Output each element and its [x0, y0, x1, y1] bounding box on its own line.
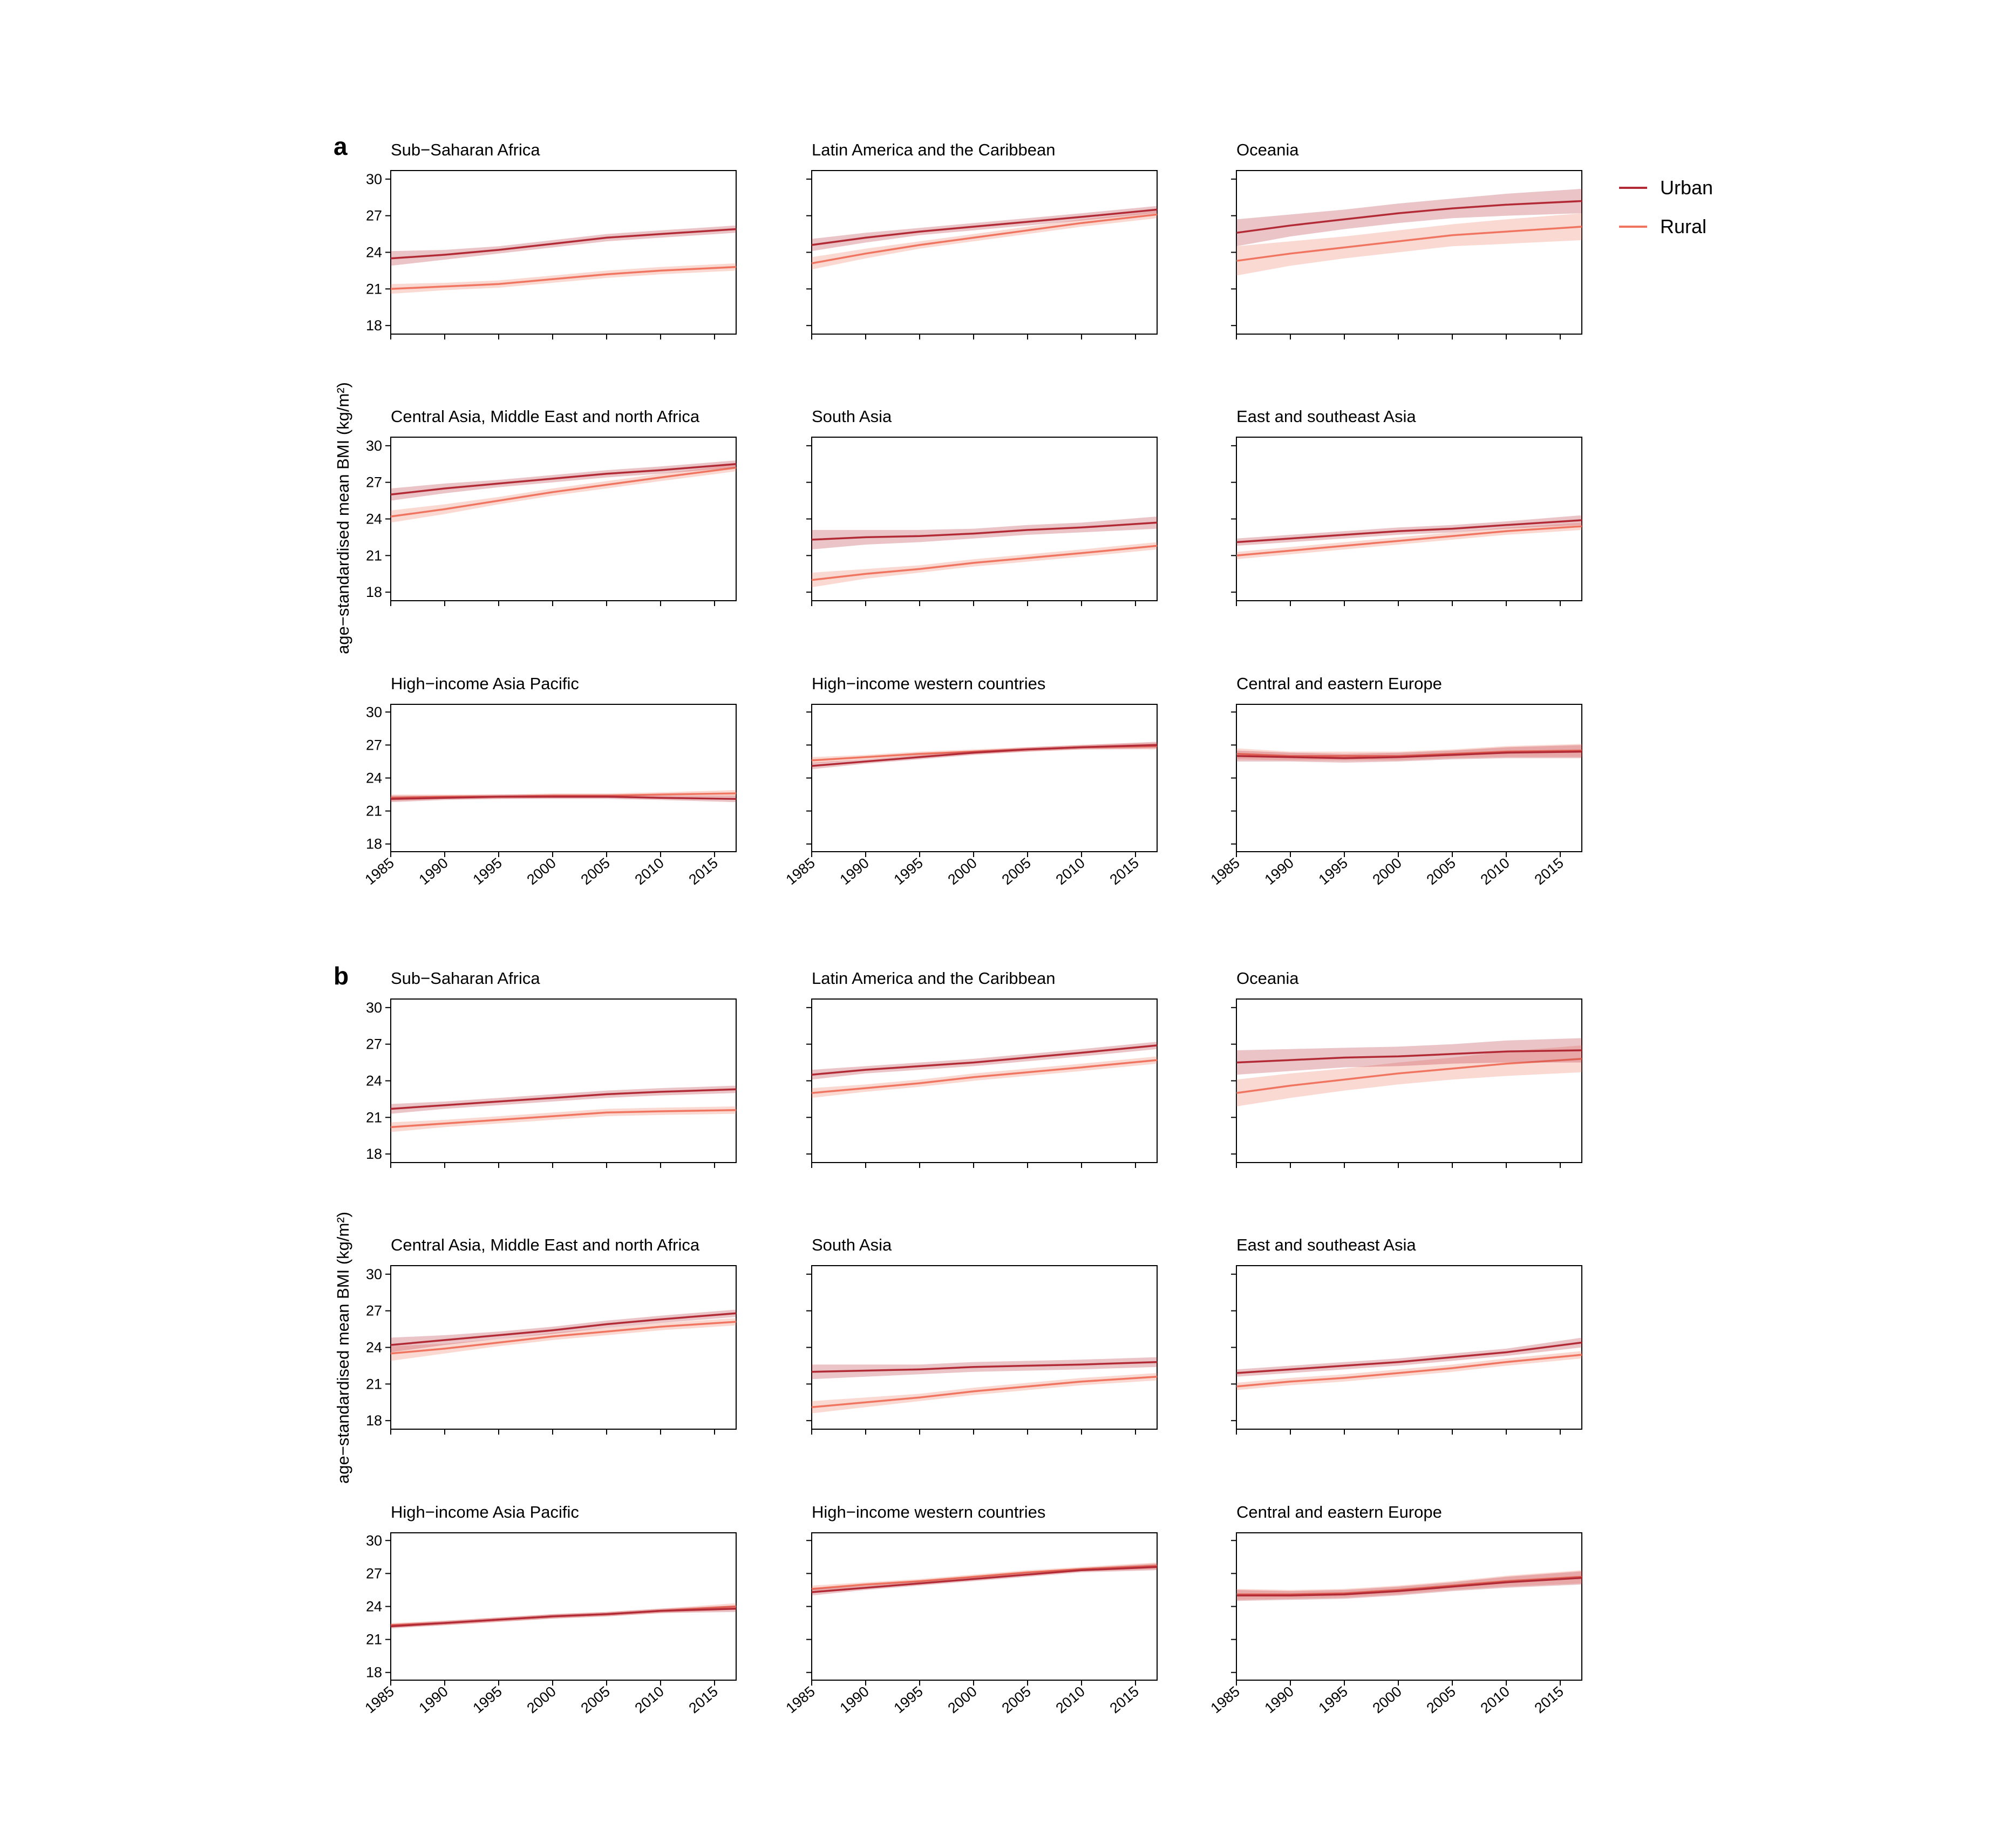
- x-tick-label: 2010: [631, 854, 667, 888]
- x-tick-label: 1995: [890, 1683, 926, 1717]
- x-tick-label: 2000: [1369, 854, 1405, 888]
- panel-title: High−income western countries: [812, 1503, 1046, 1521]
- x-tick-label: 1985: [783, 1683, 818, 1717]
- y-tick-label: 18: [365, 584, 382, 601]
- x-tick-label: 2010: [1477, 1683, 1513, 1717]
- plot-frame: [391, 704, 736, 852]
- y-tick-label: 30: [365, 171, 382, 187]
- x-tick-label: 1995: [1315, 854, 1351, 888]
- panel-title: East and southeast Asia: [1236, 1235, 1416, 1254]
- figure-b: [334, 962, 1582, 1716]
- y-tick-label: 27: [365, 1036, 382, 1052]
- x-tick-label: 2015: [1531, 854, 1567, 888]
- panel-title: Central Asia, Middle East and north Africa: [391, 407, 700, 426]
- panel-title: Sub−Saharan Africa: [391, 969, 540, 988]
- y-tick-label: 27: [365, 1565, 382, 1582]
- band-rural: [812, 1373, 1157, 1414]
- y-tick-label: 24: [365, 1072, 382, 1089]
- panel-letter-b: b: [334, 962, 349, 990]
- x-tick-label: 1990: [837, 1683, 872, 1717]
- y-tick-label: 30: [365, 437, 382, 454]
- legend-urban-label: Urban: [1660, 176, 1714, 199]
- x-tick-label: 2010: [1477, 854, 1513, 888]
- x-tick-label: 1990: [1261, 854, 1297, 888]
- series-line-urban: [391, 1313, 736, 1345]
- panel-title: East and southeast Asia: [1236, 407, 1416, 426]
- panel-title: Central and eastern Europe: [1236, 674, 1442, 693]
- x-tick-label: 2000: [523, 854, 559, 888]
- plot-frame: [812, 704, 1157, 852]
- panel-central-asia-middle-east-and-north-africa: [366, 1235, 736, 1435]
- x-tick-label: 2005: [1423, 854, 1459, 888]
- y-tick-label: 24: [365, 244, 382, 261]
- plot-frame: [1236, 437, 1582, 601]
- panel-title: Oceania: [1236, 140, 1299, 159]
- panel-title: High−income Asia Pacific: [391, 674, 579, 693]
- panel-title: High−income western countries: [812, 674, 1046, 693]
- band-urban: [1236, 745, 1582, 763]
- panel-letter-a: a: [334, 132, 348, 160]
- panel-central-and-eastern-europe: [1208, 674, 1582, 888]
- panel-oceania: [1231, 969, 1582, 1168]
- plot-frame: [1236, 1533, 1582, 1680]
- legend-rural-label: Rural: [1660, 215, 1707, 237]
- panel-title: Latin America and the Caribbean: [812, 140, 1056, 159]
- panel-high-income-asia-pacific: [362, 1503, 736, 1716]
- x-tick-label: 1985: [1207, 854, 1243, 888]
- y-tick-label: 18: [365, 1412, 382, 1429]
- panel-south-asia: [806, 407, 1157, 606]
- y-tick-label: 18: [365, 835, 382, 852]
- plot-frame: [1236, 704, 1582, 852]
- panel-title: South Asia: [812, 407, 892, 426]
- y-tick-label: 30: [365, 704, 382, 721]
- panel-south-asia: [806, 1235, 1157, 1435]
- band-urban: [1236, 1571, 1582, 1601]
- y-tick-label: 27: [365, 1302, 382, 1319]
- panel-sub-saharan-africa: [366, 969, 736, 1168]
- x-tick-label: 2010: [1052, 854, 1088, 888]
- x-tick-label: 2015: [1531, 1683, 1567, 1717]
- figure-a: [334, 132, 1582, 888]
- x-tick-label: 1985: [362, 854, 397, 888]
- panel-high-income-western-countries: [783, 674, 1157, 888]
- panel-title: Central and eastern Europe: [1236, 1503, 1442, 1521]
- x-tick-label: 1990: [837, 854, 872, 888]
- x-tick-label: 2015: [685, 854, 721, 888]
- y-tick-label: 24: [365, 770, 382, 786]
- x-tick-label: 1990: [1261, 1683, 1297, 1717]
- x-tick-label: 2010: [1052, 1683, 1088, 1717]
- panel-sub-saharan-africa: [366, 140, 736, 339]
- x-tick-label: 2000: [1369, 1683, 1405, 1717]
- panel-title: Latin America and the Caribbean: [812, 969, 1056, 988]
- y-tick-label: 21: [365, 1109, 382, 1126]
- x-tick-label: 1985: [783, 854, 818, 888]
- x-tick-label: 2015: [1106, 854, 1142, 888]
- panel-central-and-eastern-europe: [1208, 1503, 1582, 1716]
- panel-oceania: [1231, 140, 1582, 339]
- panel-latin-america-and-the-caribbean: [806, 969, 1157, 1168]
- y-tick-label: 27: [365, 474, 382, 491]
- x-tick-label: 1995: [1315, 1683, 1351, 1717]
- y-tick-label: 30: [365, 999, 382, 1016]
- x-tick-label: 2005: [998, 1683, 1034, 1717]
- x-tick-label: 2015: [1106, 1683, 1142, 1717]
- legend: [1619, 176, 1713, 237]
- y-tick-label: 24: [365, 1598, 382, 1615]
- panel-latin-america-and-the-caribbean: [806, 140, 1157, 339]
- x-tick-label: 2010: [631, 1683, 667, 1717]
- y-tick-label: 21: [365, 803, 382, 819]
- x-tick-label: 2005: [998, 854, 1034, 888]
- y-tick-label: 18: [365, 1664, 382, 1681]
- x-tick-label: 2000: [944, 854, 980, 888]
- x-tick-label: 2005: [1423, 1683, 1459, 1717]
- y-tick-label: 21: [365, 281, 382, 297]
- x-tick-label: 2015: [685, 1683, 721, 1717]
- y-tick-label: 24: [365, 511, 382, 527]
- plot-frame: [812, 1533, 1157, 1680]
- band-rural: [812, 542, 1157, 588]
- y-tick-label: 30: [365, 1266, 382, 1282]
- panel-high-income-asia-pacific: [362, 674, 736, 888]
- panel-east-and-southeast-asia: [1231, 1235, 1582, 1435]
- panel-title: Sub−Saharan Africa: [391, 140, 540, 159]
- x-tick-label: 1990: [416, 854, 451, 888]
- y-tick-label: 18: [365, 1146, 382, 1163]
- plot-frame: [812, 999, 1157, 1163]
- y-axis-label-b: age−standardised mean BMI (kg/m²): [334, 1212, 352, 1484]
- x-tick-label: 1995: [890, 854, 926, 888]
- band-urban: [812, 1357, 1157, 1380]
- x-tick-label: 1985: [362, 1683, 397, 1717]
- y-tick-label: 21: [365, 547, 382, 564]
- panel-east-and-southeast-asia: [1231, 407, 1582, 606]
- plot-frame: [391, 999, 736, 1163]
- panel-title: Central Asia, Middle East and north Africa: [391, 1235, 700, 1254]
- band-urban: [391, 460, 736, 501]
- y-tick-label: 18: [365, 317, 382, 334]
- x-tick-label: 1990: [416, 1683, 451, 1717]
- x-tick-label: 1995: [470, 854, 505, 888]
- panel-title: High−income Asia Pacific: [391, 1503, 579, 1521]
- panel-high-income-western-countries: [783, 1503, 1157, 1716]
- y-tick-label: 27: [365, 207, 382, 224]
- y-tick-label: 30: [365, 1532, 382, 1549]
- x-tick-label: 2000: [944, 1683, 980, 1717]
- y-tick-label: 21: [365, 1376, 382, 1392]
- y-tick-label: 21: [365, 1631, 382, 1648]
- y-axis-label-a: age−standardised mean BMI (kg/m²): [334, 382, 352, 654]
- band-urban: [391, 1606, 736, 1629]
- y-tick-label: 27: [365, 737, 382, 753]
- x-tick-label: 2000: [523, 1683, 559, 1717]
- panel-title: South Asia: [812, 1235, 892, 1254]
- plot-frame: [391, 1533, 736, 1680]
- x-tick-label: 1995: [470, 1683, 505, 1717]
- plot-frame: [391, 437, 736, 601]
- panel-central-asia-middle-east-and-north-africa: [366, 407, 736, 606]
- band-urban: [812, 206, 1157, 252]
- x-tick-label: 2005: [577, 1683, 613, 1717]
- panel-title: Oceania: [1236, 969, 1299, 988]
- y-tick-label: 24: [365, 1339, 382, 1356]
- x-tick-label: 1985: [1207, 1683, 1243, 1717]
- x-tick-label: 2005: [577, 854, 613, 888]
